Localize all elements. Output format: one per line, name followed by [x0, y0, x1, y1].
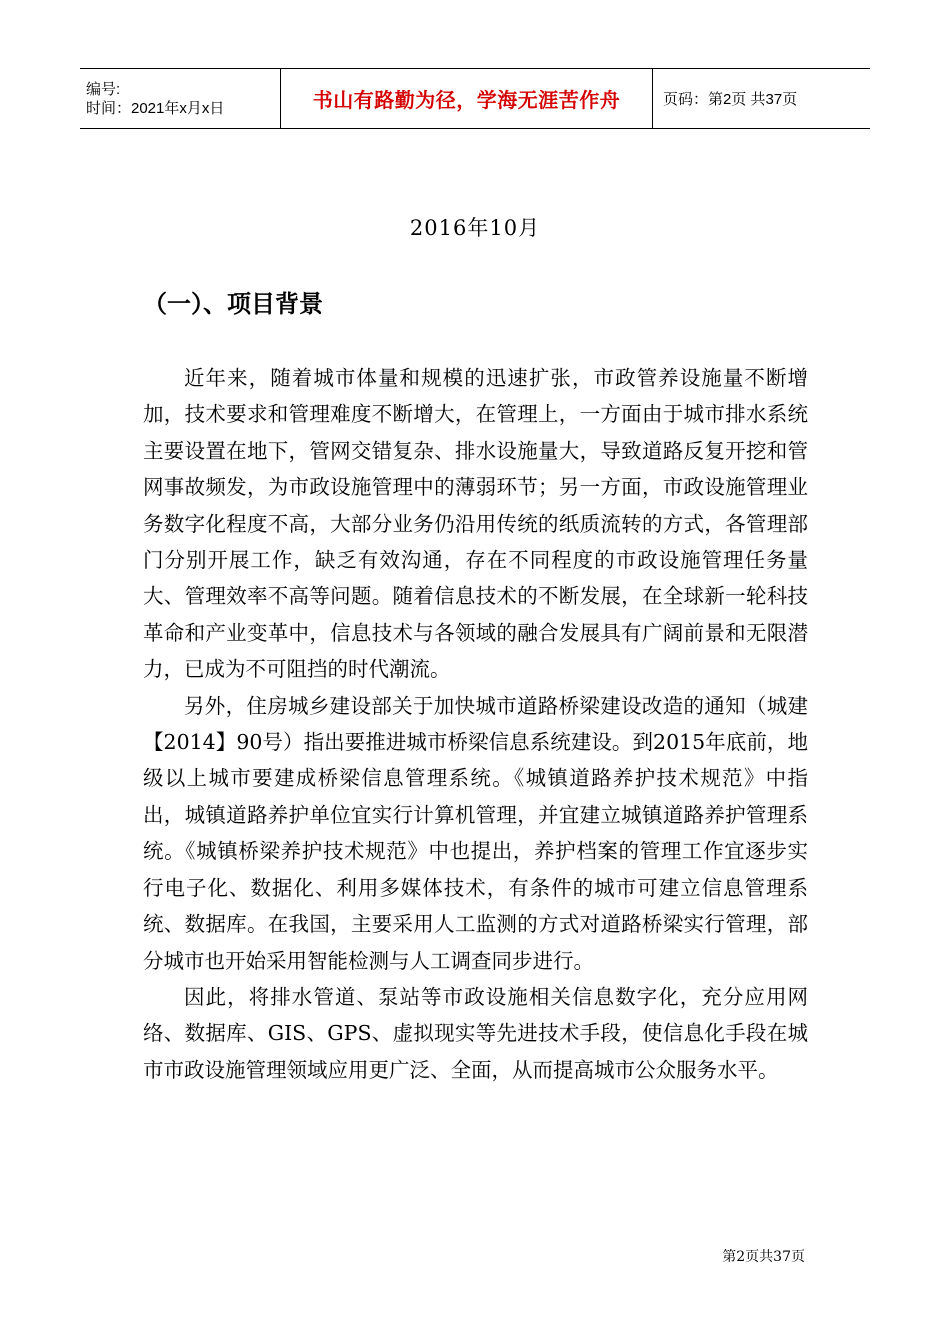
page-footer: 第2页共37页: [722, 1249, 805, 1265]
document-date: 2016年10月: [409, 216, 541, 240]
page-header: [80, 68, 870, 129]
header-page-info: 页码：第2页 共37页: [663, 91, 798, 108]
header-motto-cell: [280, 69, 653, 128]
paragraph: 另外，住房城乡建设部关于加快城市道路桥梁建设改造的通知（城建【2014】90号）指出要推进城市桥梁信息系统建设。到2015年底前，地级以上城市要建成桥梁信息管理系统。《城镇道路养护技术规范》中指出，城镇道路养护单位宜实行计算机管理，并宜建立城镇道路养护管理系统。《城镇桥梁养护技术规范》中也提出，养护档案的管理工作宜逐步实行电子化、数据化、利用多媒体技术，有条件的城市可建立信息管理系统、数据库。在我国，主要采用人工监测的方式对道路桥梁实行管理，部分城市也开始采用智能检测与人工调查同步进行。: [143, 693, 808, 973]
document-body: [143, 360, 808, 1088]
paragraph: 因此，将排水管道、泵站等市政设施相关信息数字化，充分应用网络、数据库、GIS、GPS、虚拟现实等先进技术手段，使信息化手段在城市市政设施管理领域应用更广泛、全面，从而提高城市公众服务水平。: [143, 984, 808, 1082]
header-motto: 书山有路勤为径，学海无涯苦作舟: [312, 88, 621, 112]
serial-number-label: 编号:: [86, 80, 121, 98]
paragraph: 近年来，随着城市体量和规模的迅速扩张，市政管养设施量不断增加，技术要求和管理难度不断增大，在管理上，一方面由于城市排水系统主要设置在地下，管网交错复杂、排水设施量大，导致道路反复开挖和管网事故频发，为市政设施管理中的薄弱环节；另一方面，市政设施管理业务数字化程度不高，大部分业务仍沿用传统的纸质流转的方式，各管理部门分别开展工作，缺乏有效沟通，存在不同程度的市政设施管理任务量大、管理效率不高等问题。随着信息技术的不断发展，在全球新一轮科技革命和产业变革中，信息技术与各领域的融合发展具有广阔前景和无限潜力，已成为不可阻挡的时代潮流。: [143, 366, 808, 682]
header-meta: [80, 69, 280, 128]
time-label: 时间：2021年x月x日: [86, 99, 225, 117]
section-title: （一）、项目背景: [143, 290, 323, 318]
